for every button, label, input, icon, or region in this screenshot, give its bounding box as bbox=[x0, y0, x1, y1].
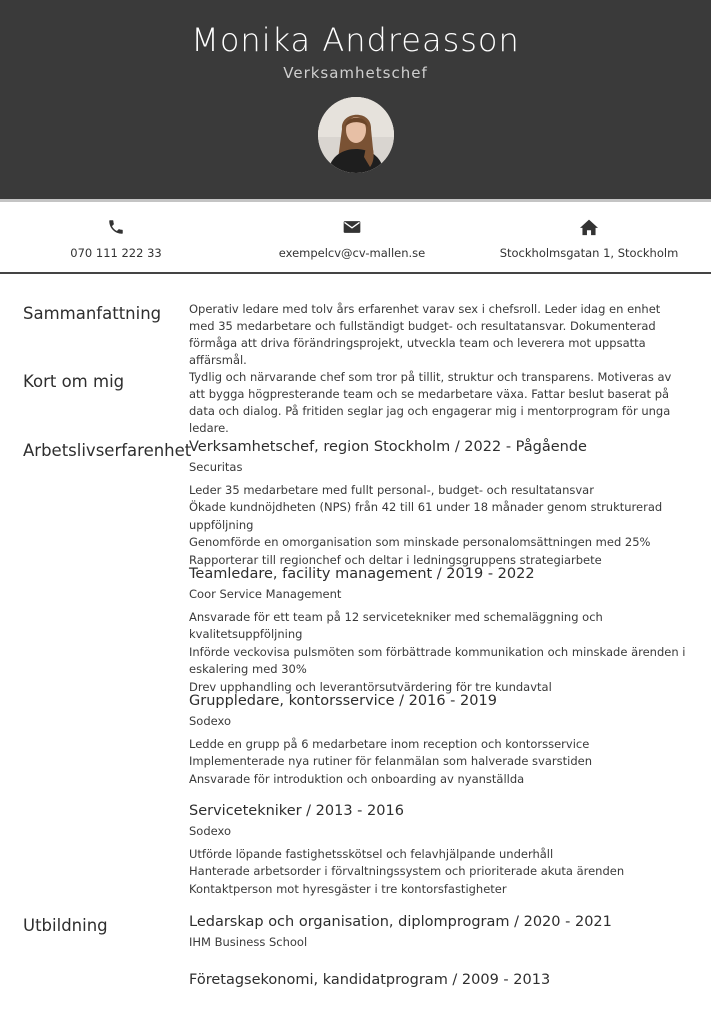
job-bullets bbox=[189, 482, 689, 569]
bullet: Leder 35 medarbetare med fullt personal-, budget- och resultatansvar bbox=[189, 483, 594, 497]
job-title-line: Verksamhetschef, region Stockholm / 2022 - Pågående bbox=[189, 439, 587, 455]
about-heading: Kort om mig bbox=[23, 372, 125, 391]
contact-bar bbox=[0, 202, 711, 272]
bullet: Ansvarade för ett team på 12 servicetekniker med schemaläggning och kvalitetsuppföljning bbox=[189, 610, 603, 642]
bullet: Ledde en grupp på 6 medarbetare inom reception och kontorsservice bbox=[189, 737, 590, 751]
job-title-line: Gruppledare, kontorsservice / 2016 - 2019 bbox=[189, 693, 497, 709]
company-name: Coor Service Management bbox=[189, 587, 342, 601]
education-title: Ledarskap och organisation, diplomprogram / 2020 - 2021 bbox=[189, 914, 612, 930]
home-icon bbox=[474, 218, 704, 236]
phone-icon bbox=[1, 218, 231, 236]
job-bullets bbox=[189, 736, 689, 788]
contact-address bbox=[474, 218, 704, 260]
education-entry bbox=[189, 912, 689, 951]
education-heading: Utbildning bbox=[23, 916, 108, 935]
education-title: Företagsekonomi, kandidatprogram / 2009 - 2013 bbox=[189, 972, 551, 988]
experience-heading: Arbetslivserfarenhet bbox=[23, 441, 192, 460]
bullet: Genomförde en omorganisation som minskade personalomsättningen med 25% bbox=[189, 535, 651, 550]
contact-phone bbox=[1, 218, 231, 260]
bullet: Drev upphandling och leverantörsutvärdering för tre kundavtal bbox=[189, 679, 552, 694]
contact-divider bbox=[0, 272, 711, 274]
summary-heading: Sammanfattning bbox=[23, 304, 162, 323]
education-entry bbox=[189, 970, 689, 990]
contact-email bbox=[237, 218, 467, 260]
bullet: Rapporterar till regionchef och deltar i ledningsgruppens strategiarbete bbox=[189, 552, 602, 567]
job-title-line: Servicetekniker / 2013 - 2016 bbox=[189, 803, 404, 819]
job-title: Verksamhetschef bbox=[283, 64, 428, 82]
street-address: Stockholmsgatan 1, Stockholm bbox=[499, 246, 679, 260]
job-bullets bbox=[189, 846, 689, 898]
school-name: IHM Business School bbox=[189, 935, 308, 949]
bullet: Kontaktperson mot hyresgäster i tre kontorsfastigheter bbox=[189, 881, 507, 896]
bullet: Ansvarade för introduktion och onboarding av nyanställda bbox=[189, 771, 525, 786]
bullet: Implementerade nya rutiner för felanmälan som halverade svarstiden bbox=[189, 754, 592, 769]
person-name: Monika Andreasson bbox=[191, 21, 520, 59]
company-name: Sodexo bbox=[189, 824, 231, 838]
job-bullets bbox=[189, 609, 689, 696]
bullet: Införde veckovisa pulsmöten som förbättrade kommunikation och minskade ärenden i bbox=[189, 644, 686, 659]
email-address: exempelcv@cv-mallen.se bbox=[278, 246, 426, 260]
job-entry bbox=[189, 564, 689, 696]
summary-text: Operativ ledare med tolv års erfarenhet varav sex i chefsroll. Leder idag en enhet med 35 medarbetare och fullständigt budget- och resultatansvar. Dokumenterad förmåga att driva förändringsprojekt, utveckla team och leverera mot uppsatta affärsmål. bbox=[189, 302, 661, 367]
company-name: Sodexo bbox=[189, 714, 231, 728]
envelope-icon bbox=[237, 218, 467, 236]
company-name: Securitas bbox=[189, 460, 243, 474]
cv-header bbox=[0, 0, 711, 199]
job-entry bbox=[189, 691, 689, 788]
portrait-image bbox=[318, 97, 394, 173]
avatar bbox=[318, 97, 394, 173]
job-entry bbox=[189, 801, 689, 898]
bullet: Ökade kundnöjdheten (NPS) från 42 till 61 under 18 månader genom strukturerad uppföljning bbox=[189, 500, 663, 532]
job-entry bbox=[189, 437, 689, 569]
job-title-line: Teamledare, facility management / 2019 - 2022 bbox=[189, 566, 535, 582]
about-text: Tydlig och närvarande chef som tror på tillit, struktur och transparens. Motiveras av att bygga högpresterande team och se medarbetare växa. Fattar beslut baserat på data och dialog. På fritiden seglar jag och engagerar mig i mentorprogram för unga ledare. bbox=[189, 370, 672, 435]
bullet: Utförde löpande fastighetsskötsel och felavhjälpande underhåll bbox=[189, 847, 554, 861]
bullet: Hanterade arbetsorder i förvaltningssystem och prioriterade akuta ärenden bbox=[189, 864, 625, 879]
phone-number: 070 111 222 33 bbox=[70, 246, 162, 260]
bullet: eskalering med 30% bbox=[189, 662, 307, 677]
